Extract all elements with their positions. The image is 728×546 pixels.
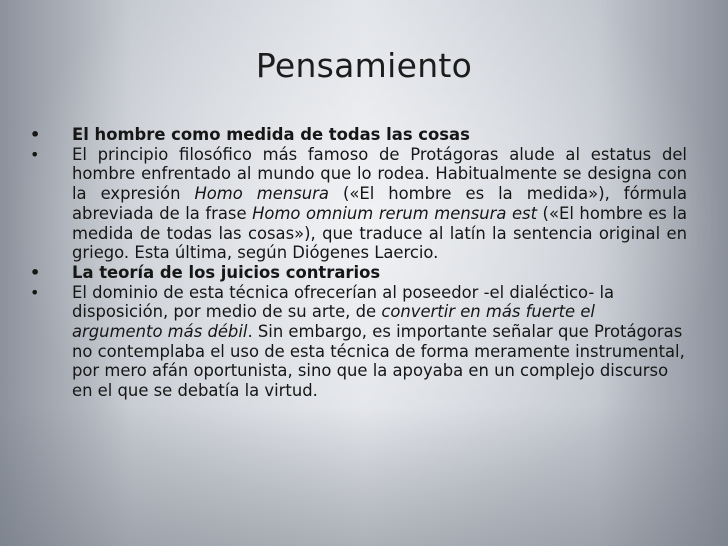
bullet-italic: Homo omnium rerum mensura est: [252, 203, 538, 223]
bullet-item: [30, 125, 687, 145]
bullet-item: [30, 283, 687, 401]
bullet-italic: convertir en más fuerte el argumento más débil: [72, 302, 595, 342]
bullet-list: [30, 125, 687, 401]
bullet-italic: Homo mensura: [194, 184, 329, 204]
bullet-icon: •: [30, 282, 40, 302]
bullet-item: [30, 145, 687, 263]
bullet-icon: •: [30, 262, 41, 282]
bullet-icon: •: [30, 144, 40, 164]
bullet-item: [30, 263, 687, 283]
slide-title: Pensamiento: [255, 46, 473, 85]
bullet-text: El dominio de esta técnica ofrecerían al poseedor -el dialéctico- la disposición, por medio de su arte, de: [72, 282, 615, 322]
bullet-icon: •: [30, 125, 41, 144]
bullet-heading-2: La teoría de los juicios contrarios: [72, 262, 381, 282]
bullet-text: («El hombre es la medida de todas las cosas»), que traduce al latín la sentencia original en griego. Esta última, según Diógenes Laercio.: [72, 203, 687, 263]
bullet-text: («El hombre es la medida»), fórmula abreviada de la frase: [72, 184, 687, 223]
bullet-text: . Sin embargo, es importante señalar que Protágoras no contemplaba el uso de esta técnica de forma meramente instrumental, por mero afán oportunista, sino que la apoyaba en un complejo discurso en el que se debatía la virtud.: [72, 322, 685, 401]
bullet-heading-1: El hombre como medida de todas las cosas: [72, 125, 470, 144]
bullet-text: El principio filosófico más famoso de Protágoras alude al estatus del hombre enfrentado al mundo que lo rodea. Habitualmente se designa con la expresión: [72, 144, 687, 204]
